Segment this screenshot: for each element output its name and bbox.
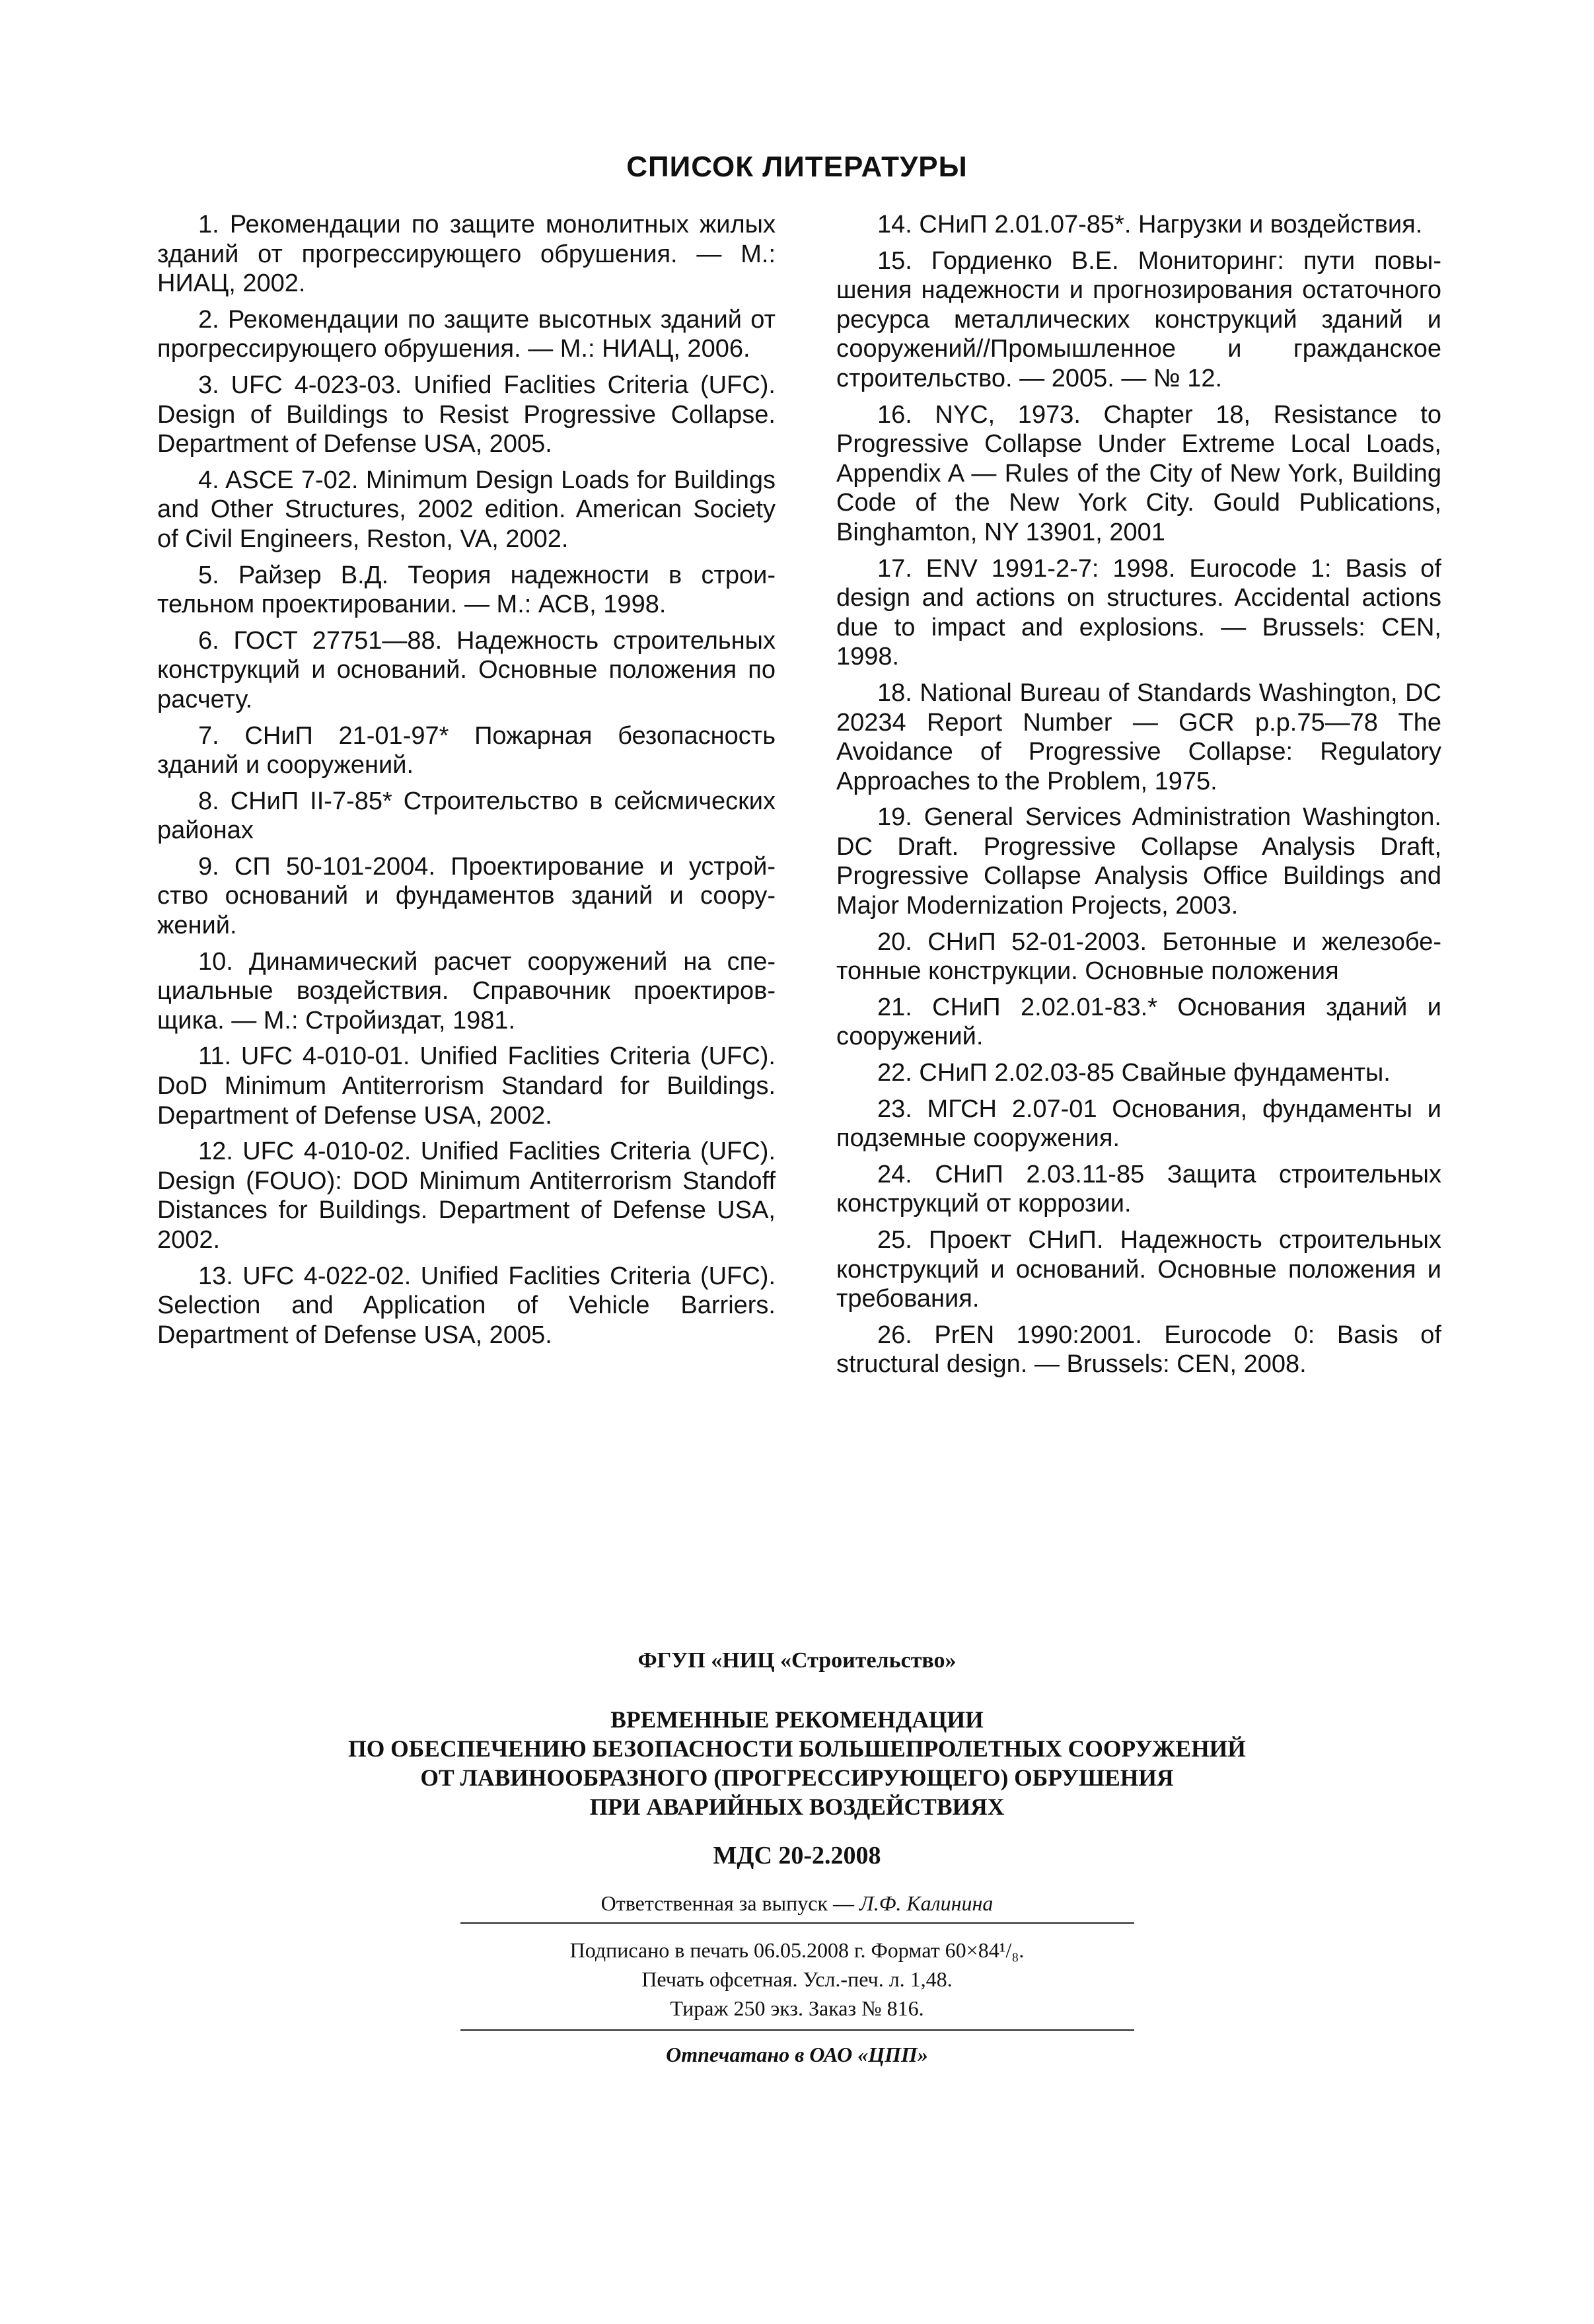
reference-item: 25. Проект СНиП. Надежность строительных конструкций и оснований. Основные положения и требования. bbox=[836, 1226, 1441, 1313]
print-details-line: Тираж 250 экз. Заказ № 816. bbox=[670, 1996, 924, 2020]
print-details bbox=[0, 1936, 1594, 2023]
editor-credit bbox=[0, 1891, 1594, 1916]
reference-item: 19. General Services Administration Washington. DC Draft. Progressive Collapse Analysis Draft, Progressive Collapse Analysis Office Buildings and Major Modernization Projects, 2003. bbox=[836, 803, 1441, 920]
reference-item: 9. СП 50-101-2004. Проектирование и устройство оснований и фундаментов зданий и сооружений. bbox=[157, 852, 776, 940]
reference-item: 3. UFC 4-023-03. Unified Faclities Criteria (UFC). Design of Buildings to Resist Progressive Collapse. Department of Defense USA, 2005. bbox=[157, 371, 776, 458]
editor-name: Л.Ф. Калинина bbox=[859, 1891, 994, 1915]
reference-item: 26. PrEN 1990:2001. Eurocode 0: Basis of structural design. — Brussels: CEN, 2008. bbox=[836, 1321, 1441, 1379]
printer-credit: Отпечатано в ОАО «ЦПП» bbox=[666, 2043, 928, 2066]
reference-item: 12. UFC 4-010-02. Unified Faclities Criteria (UFC). Design (FOUO): DOD Minimum Antiterrorism Standoff Distances for Buildings. Department of Defense USA, 2002. bbox=[157, 1138, 776, 1254]
document-title-line: ОТ ЛАВИНООБРАЗНОГО (ПРОГРЕССИРУЮЩЕГО) ОБРУШЕНИЯ bbox=[420, 1764, 1174, 1791]
reference-item: 20. СНиП 52-01-2003. Бетонные и железобетонные конструкции. Основные положения bbox=[836, 927, 1441, 986]
publisher-name: ФГУП «НИЦ «Строительство» bbox=[637, 1648, 957, 1673]
reference-item: 8. СНиП II-7-85* Строительство в сейсмических районах bbox=[157, 787, 776, 845]
reference-item: 6. ГОСТ 27751—88. Надежность строительных конструкций и оснований. Основные положения по расчету. bbox=[157, 626, 776, 713]
divider-line bbox=[460, 2029, 1134, 2031]
imprint-block bbox=[0, 1648, 1594, 2067]
reference-item: 13. UFC 4-022-02. Unified Faclities Criteria (UFC). Selection and Application of Vehicle Barriers. Department of Defense USA, 2005. bbox=[157, 1262, 776, 1349]
reference-item: 1. Рекомендации по защите монолитных жилых зданий от прогрессирующего обрушения. — М.: НИАЦ, 2002. bbox=[157, 211, 776, 298]
document-title-line: ПРИ АВАРИЙНЫХ ВОЗДЕЙСТВИЯХ bbox=[589, 1794, 1005, 1820]
reference-item: 5. Райзер В.Д. Теория надежности в строительном проектировании. — М.: АСВ, 1998. bbox=[157, 561, 776, 619]
reference-item: 22. СНиП 2.02.03-85 Свайные фундаменты. bbox=[877, 1059, 1391, 1087]
divider-line bbox=[460, 1922, 1134, 1924]
print-details-line: Подписано в печать 06.05.2008 г. Формат 60×84¹/₈. bbox=[569, 1938, 1025, 1962]
page-title: СПИСОК ЛИТЕРАТУРЫ bbox=[626, 151, 968, 183]
references-right-column bbox=[836, 210, 1441, 1386]
reference-item: 15. Гордиенко В.Е. Мониторинг: пути повышения надежности и прогнозирования остаточного ресурса металлических конструкций зданий и сооружений//Промышленное и гражданское строительство. — 2005. — № 12. bbox=[836, 246, 1441, 392]
document-title-line: ВРЕМЕННЫЕ РЕКОМЕНДАЦИИ bbox=[610, 1706, 984, 1733]
reference-item: 2. Рекомендации по защите высотных зданий от прогрессирующего обрушения. — М.: НИАЦ, 2006. bbox=[157, 305, 776, 363]
reference-item: 7. СНиП 21-01-97* Пожарная безопасность зданий и сооружений. bbox=[157, 721, 776, 780]
reference-item: 18. National Bureau of Standards Washington, DC 20234 Report Number — GCR p.p.75—78 The Avoidance of Progressive Collapse: Regulatory Approaches to the Problem, 1975. bbox=[836, 678, 1441, 795]
document-title bbox=[0, 1705, 1594, 1821]
reference-item: 21. СНиП 2.02.01-83.* Основания зданий и сооружений. bbox=[836, 993, 1441, 1051]
references-left-column bbox=[157, 210, 776, 1356]
document-title-line: ПО ОБЕСПЕЧЕНИЮ БЕЗОПАСНОСТИ БОЛЬШЕПРОЛЕТНЫХ СООРУЖЕНИЙ bbox=[348, 1735, 1246, 1762]
reference-item: 11. UFC 4-010-01. Unified Faclities Criteria (UFC). DoD Minimum Antiterrorism Standard for Buildings. Department of Defense USA, 2002. bbox=[157, 1042, 776, 1130]
reference-item: 4. ASCE 7-02. Minimum Design Loads for Buildings and Other Structures, 2002 edition. American Society of Civil Engineers, Reston, VA, 2002. bbox=[157, 466, 776, 553]
reference-item: 24. СНиП 2.03.11-85 Защита строительных конструкций от коррозии. bbox=[836, 1160, 1441, 1218]
document-code: МДС 20-2.2008 bbox=[713, 1842, 881, 1870]
reference-item: 23. МГСН 2.07-01 Основания, фундаменты и подземные сооружения. bbox=[836, 1095, 1441, 1153]
editor-label: Ответственная за выпуск — bbox=[600, 1891, 860, 1915]
reference-item: 17. ENV 1991-2-7: 1998. Eurocode 1: Basis of design and actions on structures. Accidental actions due to impact and explosions. — Brussels: CEN, 1998. bbox=[836, 554, 1441, 671]
reference-item: 16. NYC, 1973. Chapter 18, Resistance to Progressive Collapse Under Extreme Local Loads, Appendix A — Rules of the City of New York, Building Code of the New York City. Gould Publications, Binghamton, NY 13901, 2001 bbox=[836, 400, 1441, 546]
print-details-line: Печать офсетная. Усл.-печ. л. 1,48. bbox=[641, 1967, 953, 1991]
reference-item: 14. СНиП 2.01.07-85*. Нагрузки и воздействия. bbox=[877, 211, 1423, 238]
reference-item: 10. Динамический расчет сооружений на специальные воздействия. Справочник проектировщика. — М.: Стройиздат, 1981. bbox=[157, 947, 776, 1035]
